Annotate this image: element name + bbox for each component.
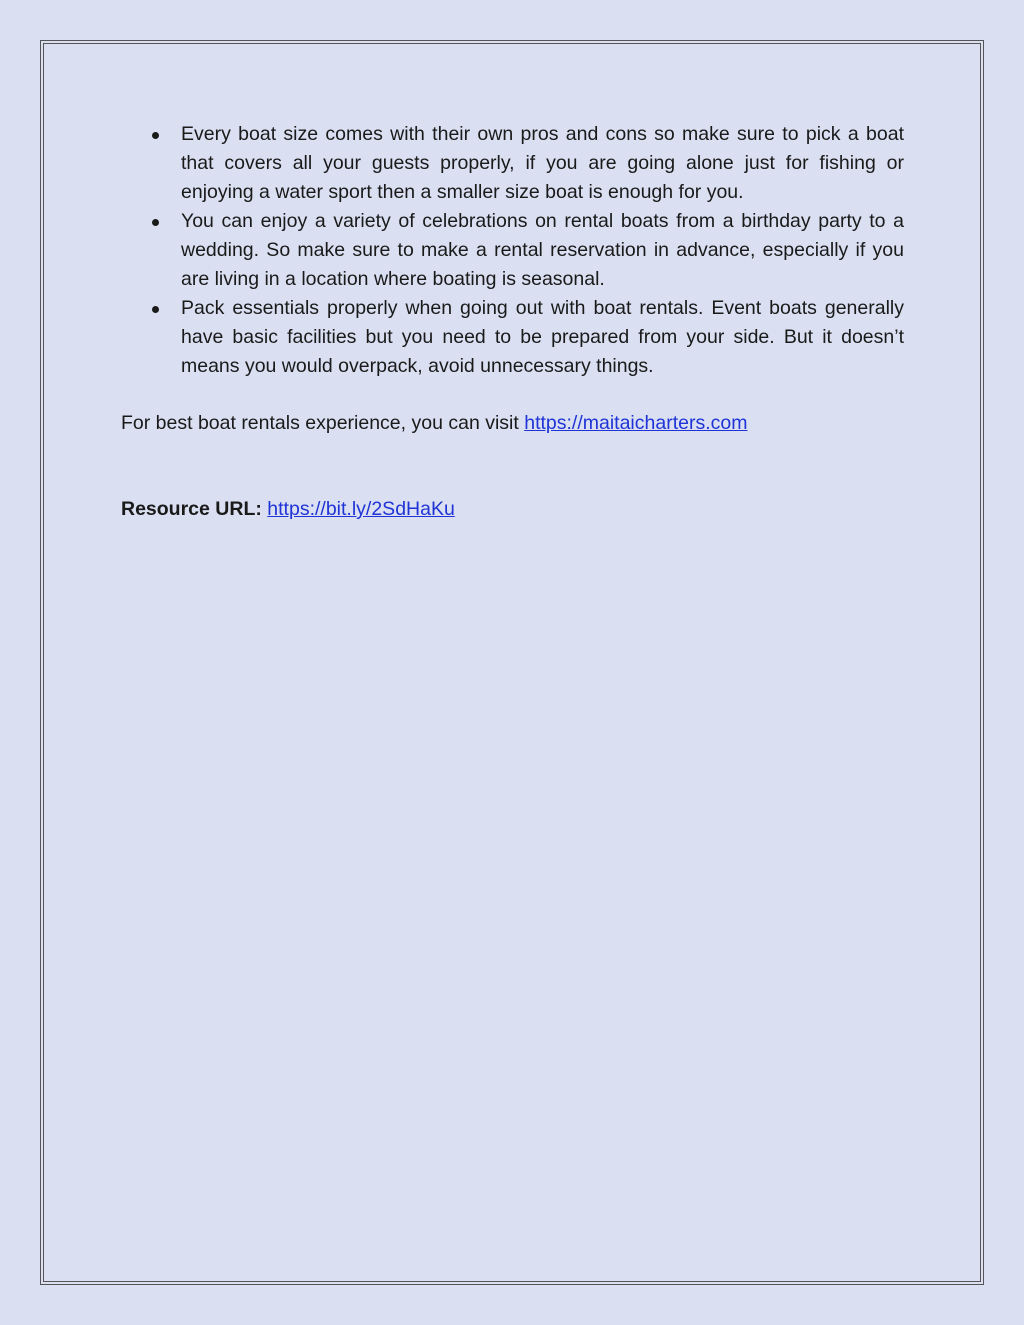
list-item-text: You can enjoy a variety of celebrations on rental boats from a birthday party to a wedding. So make sure to make a rental reservation in advance, especially if you are living in a location where boating is seasonal. [181,210,904,290]
bullet-icon [152,219,159,226]
document-body [121,120,904,524]
list-item [121,294,904,381]
bullet-icon [152,306,159,313]
maitaicharters-link[interactable]: https://maitaicharters.com [524,412,748,434]
bullet-icon [152,132,159,139]
list-item [121,207,904,294]
resource-url-link[interactable]: https://bit.ly/2SdHaKu [267,498,455,520]
list-item-text: Pack essentials properly when going out with boat rentals. Event boats generally have basic facilities but you need to be prepared from your side. But it doesn’t means you would overpack, avoid unnecessary things. [181,297,904,377]
list-item [121,120,904,207]
resource-paragraph [121,495,904,524]
visit-paragraph [121,409,904,438]
visit-text: For best boat rentals experience, you can visit [121,412,525,434]
bullet-list [121,120,904,381]
resource-label: Resource URL: [121,498,262,520]
list-item-text: Every boat size comes with their own pros and cons so make sure to pick a boat that covers all your guests properly, if you are going alone just for fishing or enjoying a water sport then a smaller size boat is enough for you. [181,123,904,203]
